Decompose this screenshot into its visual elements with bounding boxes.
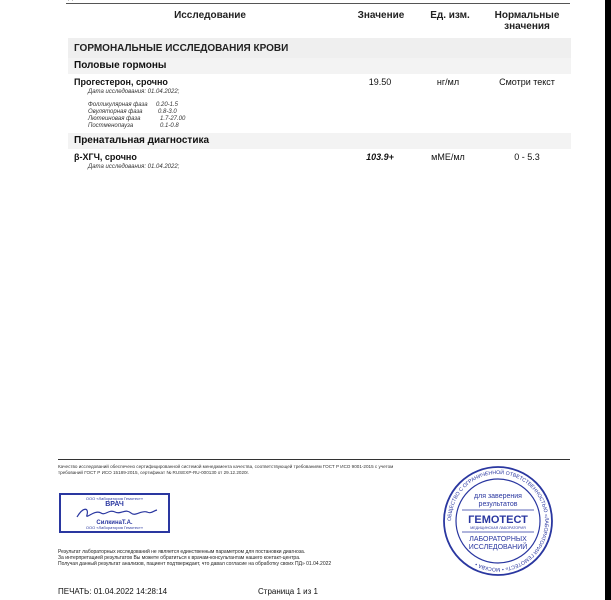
disclaimer-line: Получая данный результат анализов, пациент подтверждает, что давал согласие на обработку своих ПД» 01.04.2022 [58,561,332,567]
test-norm-hcg: 0 - 5.3 [514,152,540,162]
doctor-stamp-name: СилкинаТ.А. [96,520,133,526]
header-study: Исследование [174,10,246,21]
certification-note [58,464,438,476]
cert-line: Качество исследований обеспечено сертифицированной системой менеджмента качества, соответствующей требованиям ГОСТ Р ИСО 9001-2015 с учетом [58,464,394,469]
phase-row [88,123,179,130]
doctor-stamp [59,493,170,533]
phase-label: Фолликулярная фаза [88,102,148,108]
test-name-progesterone: Прогестерон, срочно [74,77,168,87]
header-norm [488,10,566,32]
lab-stamp-ring-text: ОБЩЕСТВО С ОГРАНИЧЕННОЙ ОТВЕТСТВЕННОСТЬЮ «ЛАБОРАТОРИЯ ГЕМОТЕСТ» • МОСКВА • [446,469,550,573]
lab-stamp-line2: результатов [478,501,518,508]
test-value-hcg: 103.9+ [366,152,394,162]
lab-stamp-brand: ГЕМОТЕСТ [468,514,528,526]
test-date-hcg: Дата исследования: 01.04.2022; [88,164,180,170]
footer-divider [58,459,570,460]
lab-stamp-line1: для заверения [474,493,522,500]
header-value: Значение [357,10,405,21]
page-number: Страница 1 из 1 [258,587,318,596]
test-date-progesterone: Дата исследования: 01.04.2022; [88,89,180,95]
doctor-stamp-top-text: ООО «Лаборатория Гемотест» [85,496,144,501]
phase-row [88,116,186,123]
signature-icon [73,505,159,521]
test-value-progesterone: 19.50 [368,77,392,87]
phase-range: 0.8-3.0 [158,109,177,115]
lab-stamp-brand-sub: МЕДИЦИНСКАЯ ЛАБОРАТОРИЯ [470,526,526,530]
phase-label: Овуляторная фаза [88,109,143,115]
print-timestamp: ПЕЧАТЬ: 01.04.2022 14:28:14 [58,587,168,596]
phase-row [88,102,179,109]
disclaimer-line: За интерпретацией результатов Вы можете обратиться к врачам-консультантам нашего контакт-центра. [58,555,301,561]
cert-line: требований ГОСТ Р ИСО 15189-2015, сертификат № RUSEXP-RU-000130 от 29.12.2020г. [58,470,249,475]
disclaimer [58,549,398,567]
lab-stamp-line3: ЛАБОРАТОРНЫХ [469,536,527,543]
phase-range: 0.1-0.8 [160,123,179,129]
lab-stamp-line4: ИССЛЕДОВАНИЙ [468,544,528,551]
header-norm-line1: Нормальные [494,10,560,21]
diagnosis-label-cut [68,0,94,1]
test-unit-progesterone: нг/мл [436,77,460,87]
test-unit-hcg: мМЕ/мл [431,152,465,162]
header-norm-line2: значения [504,21,550,32]
test-norm-progesterone: Смотри текст [499,77,555,87]
phase-range: 1.7-27.00 [160,116,186,122]
phase-row [88,109,177,116]
top-divider [66,3,570,4]
test-name-hcg: β-ХГЧ, срочно [74,152,137,162]
disclaimer-line: Результат лабораторных исследований не является единственным параметром для постановки диагноза. [58,549,306,555]
phase-label: Постменопауза [88,123,134,129]
doctor-stamp-bottom-text: ООО «Лаборатория Гемотест» [85,525,144,530]
header-unit: Ед. изм. [430,10,470,21]
lab-stamp [442,465,554,577]
phase-label: Лютеиновая фаза [88,116,141,122]
section-title: ГОРМОНАЛЬНЫЕ ИССЛЕДОВАНИЯ КРОВИ [68,38,571,58]
doctor-stamp-role: ВРАЧ [105,501,124,508]
phase-range: 0.20-1.5 [156,102,179,108]
group-title-prenatal: Пренатальная диагностика [68,133,571,149]
group-title-sex-hormones: Половые гормоны [68,58,571,74]
